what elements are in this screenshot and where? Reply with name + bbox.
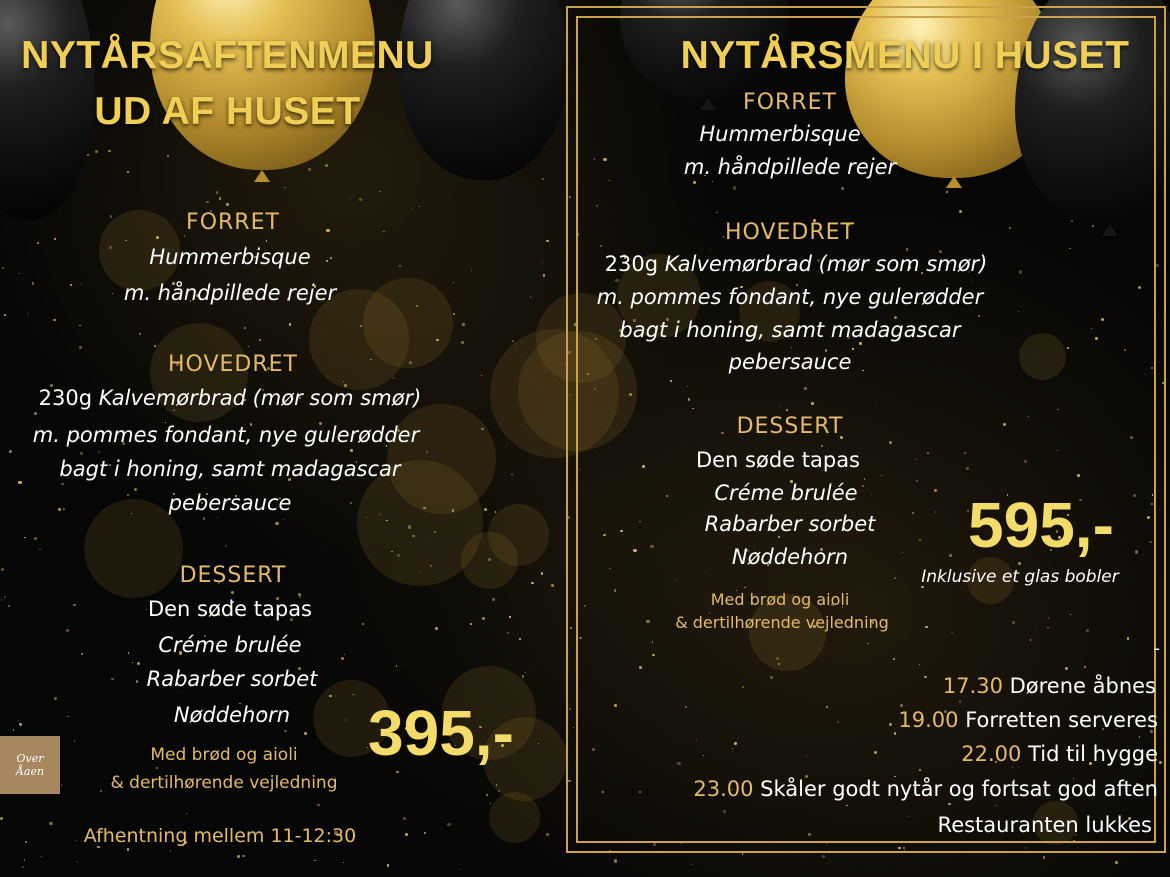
right-starter-line: Hummerbisque — [699, 122, 861, 146]
sparkle-dot — [108, 150, 110, 152]
left-title-line2: UD AF HUSET — [94, 90, 361, 133]
schedule-item — [938, 813, 1152, 837]
sparkle-dot — [170, 850, 172, 852]
sparkle-dot — [614, 859, 617, 862]
logo-text: Åaen — [15, 765, 45, 778]
right-dessert-line: Rabarber sorbet — [704, 512, 876, 536]
sparkle-dot — [167, 155, 169, 157]
sparkle-dot — [74, 740, 75, 741]
sparkle-dot — [525, 672, 526, 673]
sparkle-dot — [1043, 856, 1045, 858]
right-dessert-line: Den søde tapas — [695, 448, 861, 472]
sparkle-dot — [79, 346, 81, 348]
left-title-line1: NYTÅRSAFTENMENU — [21, 34, 434, 77]
sparkle-dot — [127, 848, 130, 851]
sparkle-dot — [216, 191, 218, 193]
sparkle-dot — [509, 616, 510, 617]
right-main-line: pebersauce — [728, 350, 852, 374]
sparkle-dot — [412, 535, 415, 538]
schedule-time: 22.00 — [961, 742, 1022, 766]
pickup-time: Afhentning mellem 11-12:30 — [83, 825, 357, 847]
right-main-heading: HOVEDRET — [725, 220, 855, 245]
sparkle-dot — [359, 198, 362, 201]
logo-text: Over — [16, 752, 44, 765]
sparkle-dot — [481, 428, 484, 431]
schedule-text: Forretten serveres — [958, 708, 1158, 732]
left-note-line: & dertilhørende vejledning — [110, 773, 338, 793]
sparkle-dot — [360, 325, 362, 327]
right-dessert-line: Nøddehorn — [731, 545, 849, 569]
sparkle-dot — [284, 730, 286, 732]
sparkle-dot — [488, 558, 491, 561]
main-dish: Kalvemørbrad (mør som smør) — [664, 252, 988, 276]
schedule-dash: - — [1153, 638, 1160, 659]
sparkle-dot — [248, 346, 249, 347]
left-note-line: Med brød og aioli — [150, 745, 298, 765]
left-dessert-line: Nøddehorn — [173, 703, 291, 727]
sparkle-dot — [822, 855, 825, 858]
sparkle-dot — [18, 481, 21, 484]
sparkle-dot — [79, 325, 81, 327]
left-main-line1 — [0, 386, 470, 410]
schedule-text: Dørene åbnes — [1002, 674, 1156, 698]
sparkle-dot — [397, 554, 400, 557]
sparkle-dot — [350, 198, 351, 199]
right-dessert-heading: DESSERT — [736, 414, 844, 439]
right-starter-heading: FORRET — [743, 90, 837, 115]
sparkle-dot — [341, 657, 344, 660]
schedule-item — [943, 674, 1156, 698]
sparkle-dot — [137, 662, 140, 665]
main-weight: 230g — [604, 252, 665, 276]
sparkle-dot — [34, 537, 37, 540]
sparkle-dot — [367, 517, 368, 518]
right-title: NYTÅRSMENU I HUSET — [680, 34, 1130, 77]
sparkle-dot — [507, 632, 509, 634]
sparkle-dot — [350, 449, 353, 452]
sparkle-dot — [66, 629, 69, 632]
sparkle-dot — [530, 296, 532, 298]
sparkle-dot — [329, 695, 331, 697]
right-starter-line: m. håndpillede rejer — [683, 155, 897, 179]
sparkle-dot — [453, 313, 455, 315]
sparkle-dot — [459, 869, 460, 870]
sparkle-dot — [426, 451, 428, 453]
sparkle-dot — [519, 638, 521, 640]
sparkle-dot — [203, 517, 205, 519]
sparkle-dot — [447, 823, 450, 826]
left-dessert-line: Den søde tapas — [147, 597, 313, 621]
sparkle-dot — [481, 375, 482, 376]
schedule-item — [898, 708, 1158, 732]
schedule-text: Skåler godt nytår og fortsat god aften — [753, 777, 1158, 801]
restaurant-logo — [0, 736, 60, 794]
schedule-text: Tid til hygge — [1021, 742, 1158, 766]
sparkle-dot — [542, 178, 543, 179]
schedule-time: 19.00 — [898, 708, 959, 732]
sparkle-dot — [22, 866, 24, 868]
right-dessert-line: Créme brulée — [714, 481, 858, 505]
left-starter-heading: FORRET — [186, 210, 280, 235]
main-weight: 230g — [38, 386, 99, 410]
left-dessert-heading: DESSERT — [179, 563, 287, 588]
left-price: 395,- — [368, 697, 514, 769]
sparkle-dot — [37, 242, 39, 244]
sparkle-dot — [403, 817, 406, 820]
sparkle-dot — [462, 323, 465, 326]
right-note-line: & dertilhørende vejledning — [675, 613, 889, 632]
sparkle-dot — [275, 522, 278, 525]
price-note: Inklusive et glas bobler — [921, 567, 1119, 587]
left-starter-line: Hummerbisque — [149, 245, 311, 269]
schedule-time: 23.00 — [693, 777, 754, 801]
sparkle-dot — [314, 860, 315, 861]
right-main-line: m. pommes fondant, nye gulerødder — [596, 285, 984, 309]
sparkle-dot — [461, 341, 464, 344]
sparkle-dot — [408, 525, 411, 528]
sparkle-dot — [486, 794, 488, 796]
sparkle-dot — [482, 617, 485, 620]
right-main-line1 — [556, 252, 1036, 276]
schedule-text: Restauranten lukkes — [937, 813, 1152, 837]
sparkle-dot — [522, 675, 525, 678]
left-starter-line: m. håndpillede rejer — [123, 281, 337, 305]
right-note-line: Med brød og aioli — [710, 590, 850, 609]
sparkle-dot — [386, 520, 387, 521]
right-price: 595,- — [968, 489, 1114, 561]
left-dessert-line: Créme brulée — [158, 633, 302, 657]
sparkle-dot — [471, 270, 472, 271]
sparkle-dot — [24, 537, 25, 538]
sparkle-dot — [492, 598, 495, 601]
sparkle-dot — [387, 864, 389, 866]
right-main-line: bagt i honing, samt madagascar — [619, 318, 961, 342]
schedule-item — [961, 742, 1158, 766]
sparkle-dot — [132, 662, 133, 663]
left-main-line: m. pommes fondant, nye gulerødder — [32, 423, 420, 447]
left-main-heading: HOVEDRET — [168, 352, 298, 377]
schedule-time: 17.30 — [942, 674, 1003, 698]
schedule-item — [693, 777, 1158, 801]
left-main-line: bagt i honing, samt madagascar — [59, 457, 401, 481]
sparkle-dot — [244, 327, 246, 329]
left-main-line: pebersauce — [168, 491, 292, 515]
sparkle-dot — [80, 452, 83, 455]
left-dessert-line: Rabarber sorbet — [146, 667, 318, 691]
sparkle-dot — [308, 168, 311, 171]
main-dish: Kalvemørbrad (mør som smør) — [98, 386, 422, 410]
